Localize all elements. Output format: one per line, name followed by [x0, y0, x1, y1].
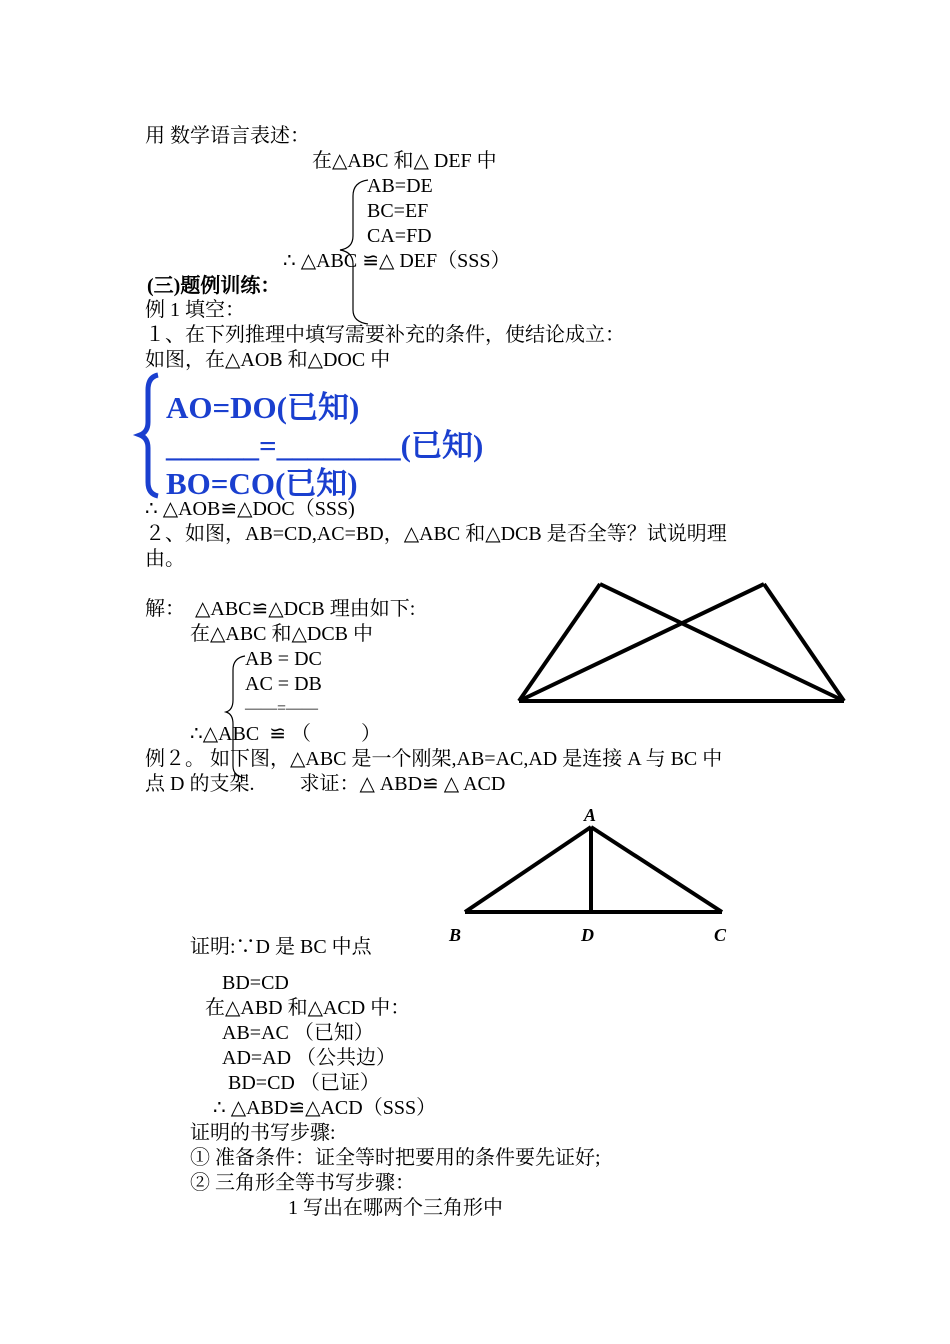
solution-conclusion: ∴△ABC ≌ （ ）: [190, 723, 381, 745]
vertex-label-d: D: [581, 925, 594, 945]
solution-cond-blank: ——=——: [245, 700, 319, 717]
proof-line3: 在△ABD 和△ACD 中：: [205, 997, 411, 1019]
big-line-bo-co: BO=CO(已知): [166, 466, 358, 501]
solution-cond-ab-dc: AB = DC: [245, 648, 322, 670]
question2-line2: 由。: [145, 548, 185, 570]
step2-text: ② 三角形全等书写步骤：: [190, 1172, 415, 1194]
solution-cond-ac-db: AC = DB: [245, 673, 322, 695]
condition-ab-de: AB=DE: [367, 175, 433, 197]
proof-line2: BD=CD: [222, 972, 289, 994]
solution-line: 解： △ABC≌△DCB 理由如下:: [145, 598, 416, 620]
example2-line2: 点 D 的支架. 求证：△ ABD≌ △ ACD: [145, 773, 506, 795]
vertex-label-a: A: [584, 805, 597, 825]
sss-conclusion-1: ∴ △ABC ≌△ DEF（SSS）: [283, 250, 511, 272]
proof-line6: BD=CD （已证）: [228, 1072, 380, 1094]
vertex-label-b: B: [449, 925, 462, 945]
steps-title: 证明的书写步骤:: [190, 1122, 336, 1144]
crossed-triangles-figure: [519, 584, 844, 701]
condition-ca-fd: CA=FD: [367, 225, 432, 247]
step1-text: ① 准备条件：证全等时把要用的条件要先证好;: [190, 1147, 601, 1169]
intro-text: 用 数学语言表述：: [145, 125, 310, 147]
step2-sub1-text: 1 写出在哪两个三角形中: [288, 1197, 503, 1219]
section3-heading: (三)题例训练：: [147, 275, 281, 297]
blue-brace: [140, 375, 158, 496]
proof-line1: 证明:∵D 是 BC 中点: [190, 936, 372, 958]
solution-in-triangles: 在△ABC 和△DCB 中: [190, 623, 374, 645]
big-line-blank: ______=________(已知): [166, 428, 484, 463]
proof-line5: AD=AD （公共边）: [222, 1047, 397, 1069]
big-line-ao-do: AO=DO(已知): [166, 390, 360, 425]
question2-line1: ２、如图，AB=CD,AC=BD，△ABC 和△DCB 是否全等？试说明理: [145, 523, 727, 545]
question1-text: １、在下列推理中填写需要补充的条件，使结论成立：: [145, 324, 625, 346]
question1-setup: 如图，在△AOB 和△DOC 中: [145, 349, 391, 371]
proof-line4: AB=AC （已知）: [222, 1022, 374, 1044]
left-brace-1: [340, 180, 368, 324]
example1-label: 例 1 填空：: [145, 299, 245, 321]
vertex-label-c: C: [714, 925, 727, 945]
question1-conclusion: ∴ △AOB≌△DOC（SSS): [145, 498, 355, 520]
in-triangles-text: 在△ABC 和△ DEF 中: [312, 150, 497, 172]
condition-bc-ef: BC=EF: [367, 200, 429, 222]
triangle-abd-figure: [465, 827, 722, 912]
example2-line1: 例２。 如下图，△ABC 是一个刚架,AB=AC,AD 是连接 A 与 BC 中: [145, 748, 723, 770]
proof-conclusion: ∴ △ABD≌△ACD（SSS）: [213, 1097, 437, 1119]
